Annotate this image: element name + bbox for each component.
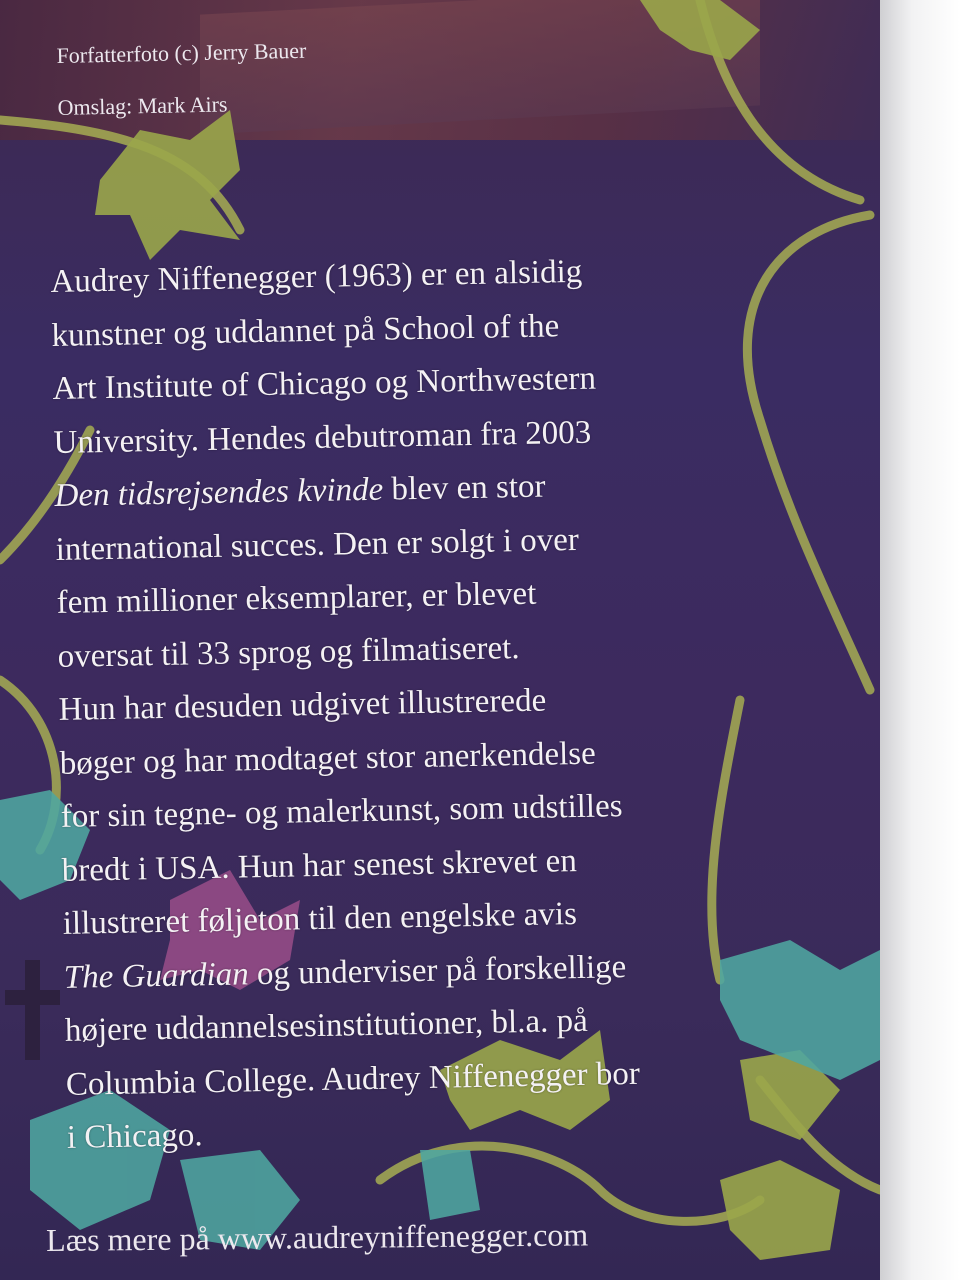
bio-line: Columbia College. Audrey Niffenegger bor <box>65 1055 641 1103</box>
bio-line-text: og underviser på forskellige <box>248 948 627 992</box>
leaf-bottom-green-3 <box>720 1160 840 1260</box>
bio-line: Audrey Niffenegger (1963) er en alsidig <box>50 253 583 300</box>
bio-line: illustreret føljeton til den engelske avis <box>62 896 578 942</box>
website-line: Læs mere på www.audreyniffenegger.com <box>46 1216 589 1258</box>
leaf-top-right <box>640 0 760 60</box>
photo-credits <box>56 25 308 134</box>
bio-line: højere uddannelsesinstitutioner, bl.a. på <box>64 1002 589 1049</box>
bio-line-text: blev en stor <box>382 468 546 508</box>
bio-line: Hun har desuden udgivet illustrerede <box>58 682 547 728</box>
author-photo-credit: Forfatterfoto (c) Jerry Bauer <box>56 37 307 68</box>
bio-line: international succes. Den er solgt i over <box>55 521 580 568</box>
bio-line: fem millioner eksemplarer, er blevet <box>56 575 537 621</box>
bio-line: oversat til 33 sprog og filmatiseret. <box>57 629 520 675</box>
bio-line: Art Institute of Chicago og Northwestern <box>52 360 597 407</box>
bio-line: kunstner og uddannet på School of the <box>51 307 560 354</box>
cross-shape <box>5 960 60 1060</box>
newspaper-title: The Guardian <box>63 955 250 996</box>
bio-line: bøger og har modtaget stor anerkendelse <box>59 735 597 782</box>
leaf-teal-bottom <box>420 1150 480 1220</box>
cover-credit: Omslag: Mark Airs <box>57 91 228 120</box>
bio-line: bredt i USA. Hun har senest skrevet en <box>61 842 578 889</box>
author-biography <box>50 241 827 1165</box>
bio-line: i Chicago. <box>66 1117 203 1156</box>
bio-line: University. Hendes debutroman fra 2003 <box>53 414 592 461</box>
novel-title: Den tidsrejsendes kvinde <box>54 471 384 514</box>
page-edge <box>880 0 960 1280</box>
bio-line: for sin tegne- og malerkunst, som udstilles <box>60 788 623 835</box>
